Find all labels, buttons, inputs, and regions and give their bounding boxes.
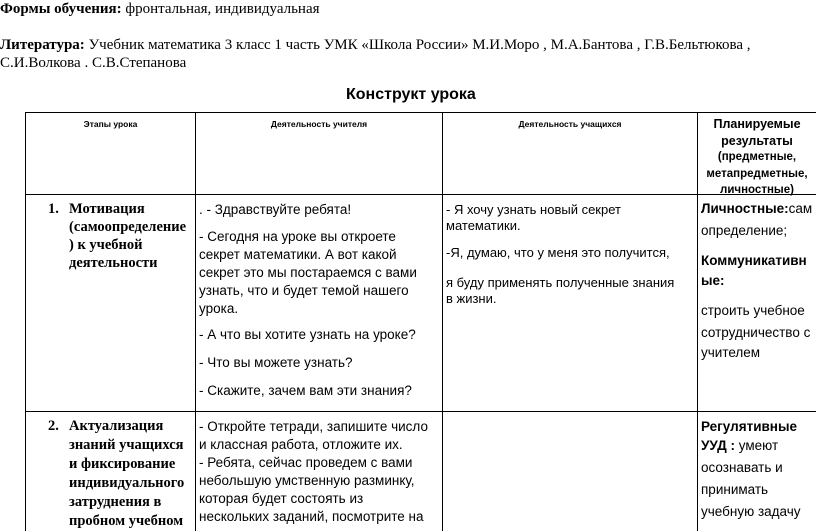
row2-teacher-line: нескольких заданий, посмотрите на — [199, 509, 424, 524]
results-header-line: личностные) — [720, 184, 794, 196]
row2-stage-line: затруднения в — [69, 494, 162, 510]
row2-stage-line: пробном учебном — [69, 513, 184, 529]
row2-teacher-line: небольшую умственную разминку, — [199, 473, 415, 488]
col-header-stages: Этапы урока — [83, 119, 138, 129]
row2-teacher-line: и классная работа, отложите их. — [199, 437, 403, 452]
row1-results-line: учителем — [701, 345, 761, 360]
results-header-line: метапредметные, — [706, 167, 808, 180]
row1-results-line — [701, 200, 812, 217]
literature-label: Литература: — [0, 37, 85, 53]
col-header-results — [698, 116, 816, 199]
row1-students-line: в жизни. — [446, 291, 497, 306]
literature-value-2: С.И.Волкова . С.В.Степанова — [0, 55, 187, 71]
row2-stage-line: и фиксирование — [69, 456, 176, 472]
forms-label: Формы обучения: — [0, 1, 122, 17]
row2-results-rest: умеют — [734, 438, 779, 453]
row1-teacher-line: урока. — [199, 301, 239, 316]
row1-results-bold: ые: — [701, 273, 725, 288]
row2-results-line — [701, 437, 778, 454]
row2-results-line: осознавать и — [701, 460, 783, 475]
row2-teacher-line: которая будет состоять из — [199, 491, 364, 506]
results-header-line: результаты — [721, 133, 793, 148]
row1-results-line: сотрудничество с — [701, 325, 811, 340]
page-title: Конструкт урока — [346, 86, 476, 103]
row1-results-bold: Личностные: — [701, 201, 789, 216]
row2-stage-line: знаний учащихся — [69, 437, 184, 453]
row1-teacher-line: - Сегодня на уроке вы откроете — [199, 229, 396, 244]
row2-teacher-line: - Ребята, сейчас проведем с вами — [199, 455, 413, 470]
row2-results-line: принимать — [701, 482, 769, 497]
row1-results-line: строить учебное — [701, 303, 805, 318]
row2-results-line: учебную задачу — [701, 504, 801, 519]
row2-stage-line: Актуализация — [69, 418, 164, 434]
forms-value: фронтальная, индивидуальная — [125, 1, 320, 17]
row1-stage-line: ) к учебной — [69, 237, 143, 253]
row2-results-bold: УУД : — [701, 438, 735, 453]
col-header-students: Деятельность учащихся — [518, 119, 622, 129]
row1-teacher-line: узнать, что и будет темой нашего — [199, 283, 409, 298]
table-col-line-1 — [195, 112, 196, 531]
row1-students-line: - Я хочу узнать новый секрет — [446, 202, 621, 217]
row1-students-line: я буду применять полученные знания — [446, 275, 675, 290]
col-header-teacher: Деятельность учителя — [270, 119, 368, 129]
row1-number: 1. — [48, 201, 59, 217]
row2-teacher-line: - Откройте тетради, запишите число — [199, 419, 428, 434]
row1-teacher-line: секрет математики. А вот какой — [199, 247, 397, 262]
row1-students-line: -Я, думаю, что у меня это получится, — [446, 245, 670, 260]
row1-stage-line: деятельности — [69, 255, 158, 271]
row1-results-bold: Коммуникативн — [701, 253, 807, 268]
row1-teacher-line: . - Здравствуйте ребята! — [199, 202, 352, 217]
literature-line-2 — [0, 55, 186, 72]
row2-stage-line: индивидуального — [69, 475, 185, 491]
table-col-line-0 — [25, 112, 26, 531]
row2-results-bold: Регулятивные — [701, 419, 797, 434]
row2-number: 2. — [48, 418, 59, 434]
row1-teacher-line: секрет это мы постараемся с вами — [199, 265, 417, 280]
row1-teacher-line: - А что вы хотите узнать на уроке? — [199, 327, 416, 342]
results-header-line: (предметные, — [717, 151, 797, 163]
forms-line — [0, 1, 320, 18]
row1-stage-line: Мотивация — [69, 201, 145, 217]
row1-students-line: математики. — [446, 218, 521, 233]
row1-results-line: определение; — [701, 223, 788, 238]
row1-teacher-line: - Скажите, зачем вам эти знания? — [199, 383, 412, 398]
literature-line — [0, 37, 751, 54]
row1-teacher-line: - Что вы можете узнать? — [199, 355, 353, 370]
results-header-line: Планируемые — [713, 117, 801, 131]
literature-value: Учебник математика 3 класс 1 часть УМК «Школа России» М.И.Моро , М.А.Бантова , Г.В.Бельтюкова , — [88, 37, 751, 53]
row1-results-rest: сам — [788, 201, 813, 216]
table-col-line-2 — [442, 112, 443, 531]
row1-stage-line: (самоопределение — [69, 219, 187, 235]
